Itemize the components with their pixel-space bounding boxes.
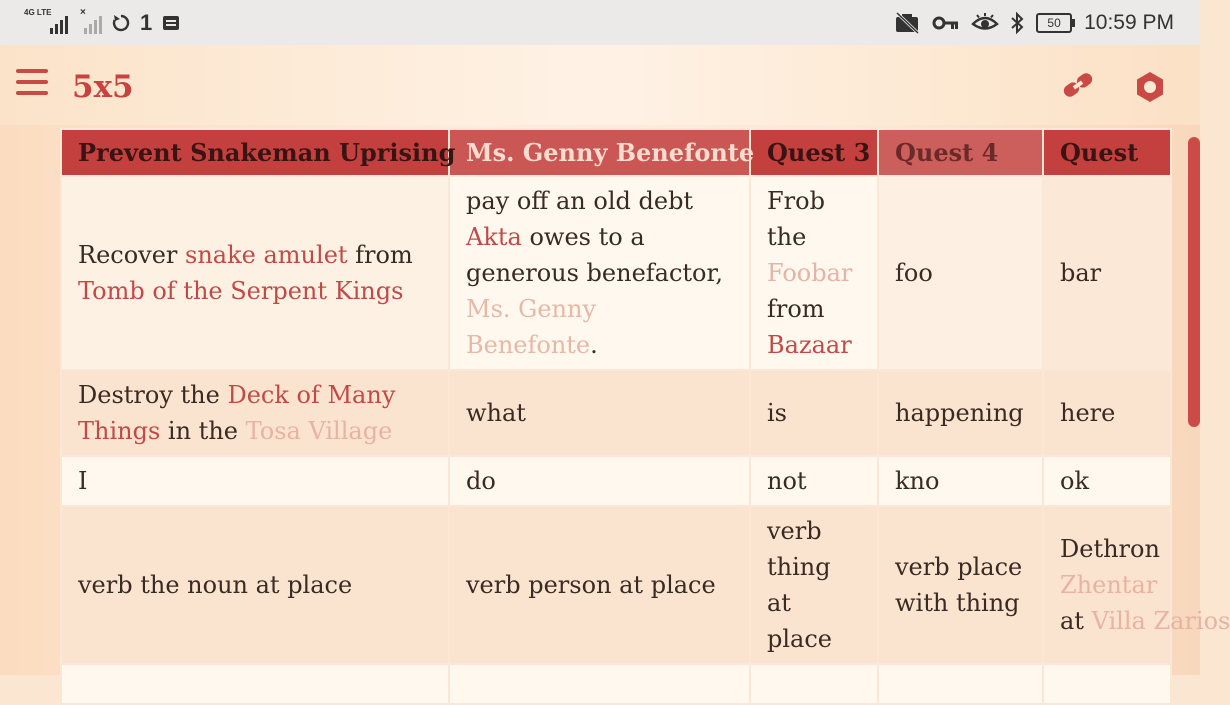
table-cell [61,370,449,456]
table-cell [750,176,878,370]
content-area [0,125,1230,675]
location-link[interactable]: snake amulet [185,241,348,269]
quest-table [60,128,1230,705]
cell-text: at [1060,607,1092,635]
notification-icon [162,14,180,32]
scrollbar[interactable] [1188,137,1200,427]
column-header[interactable]: Ms. Genny Benefonte [449,129,750,176]
location-link[interactable]: Bazaar [767,331,852,359]
signal-4g-icon [24,8,68,38]
sync-icon [112,13,130,33]
table-cell: I [61,456,449,506]
cell-text: in the [160,417,246,445]
table-cell [1043,506,1230,664]
character-link[interactable]: Akta [466,223,522,251]
table-cell: foo [878,176,1043,370]
vpn-key-icon [932,15,960,31]
cell-text: . [590,331,598,359]
item-link[interactable]: Foobar [767,259,853,287]
table-cell: verb thing at place [750,506,878,664]
status-bar [0,0,1200,45]
camera-off-icon [894,12,920,34]
table-cell: what [449,370,750,456]
table-header-row [61,129,1171,176]
table-cell: ok [1043,456,1171,506]
column-header[interactable]: Quest 4 [878,129,1043,176]
character-link[interactable]: Ms. Genny Benefonte [466,295,596,359]
hamburger-icon[interactable] [16,69,48,99]
sync-count-label: 1 [140,10,153,35]
location-link[interactable]: Tosa Village [245,417,393,445]
column-header[interactable]: Quest 3 [750,129,878,176]
bluetooth-icon [1010,12,1024,34]
cell-text: from [347,241,413,269]
table-row [61,506,1171,664]
table-row [61,456,1171,506]
location-link[interactable]: Tomb of the Serpent Kings [78,277,404,305]
column-header[interactable]: Prevent Snakeman Uprising [61,129,449,176]
cell-text: Destroy the [78,381,228,409]
cell-text: Frob the [767,187,825,251]
clock: 10:59 PM [1084,11,1174,34]
column-header[interactable]: Quest [1043,129,1171,176]
link-icon[interactable] [1060,69,1096,101]
table-cell: happening [878,370,1043,456]
table-cell: is [750,370,878,456]
cell-text: pay off an old debt [466,187,694,215]
table-cell: verb the noun at place [61,506,449,664]
battery-icon [1036,13,1072,33]
table-cell: do [449,456,750,506]
battery-level: 50 [1047,16,1061,30]
table-row [61,664,1171,704]
location-link[interactable]: Villa Zarios [1091,607,1230,635]
app-bar [0,45,1200,125]
table-cell: not [750,456,878,506]
cell-text: from [767,295,825,323]
table-cell [61,176,449,370]
table-cell: bar [1043,176,1171,370]
table-cell: verb person at place [449,506,750,664]
cell-text: Recover [78,241,186,269]
cell-text: owes to a generous benefactor, [466,223,723,287]
signal-x-icon: × [78,8,102,38]
table-row [61,370,1171,456]
cell-text: Dethron [1060,535,1160,563]
eye-comfort-icon [972,13,998,33]
character-link[interactable]: Zhentar [1060,571,1158,599]
item-link[interactable]: Deck of Many Things [78,381,396,445]
hexagon-icon[interactable] [1134,71,1166,103]
table-cell [449,176,750,370]
table-cell: here [1043,370,1171,456]
table-cell: kno [878,456,1043,506]
table-cell: verb place with thing [878,506,1043,664]
table-row [61,176,1171,370]
page-title: 5x5 [72,69,134,105]
network-type-label: 4G LTE [24,8,52,17]
